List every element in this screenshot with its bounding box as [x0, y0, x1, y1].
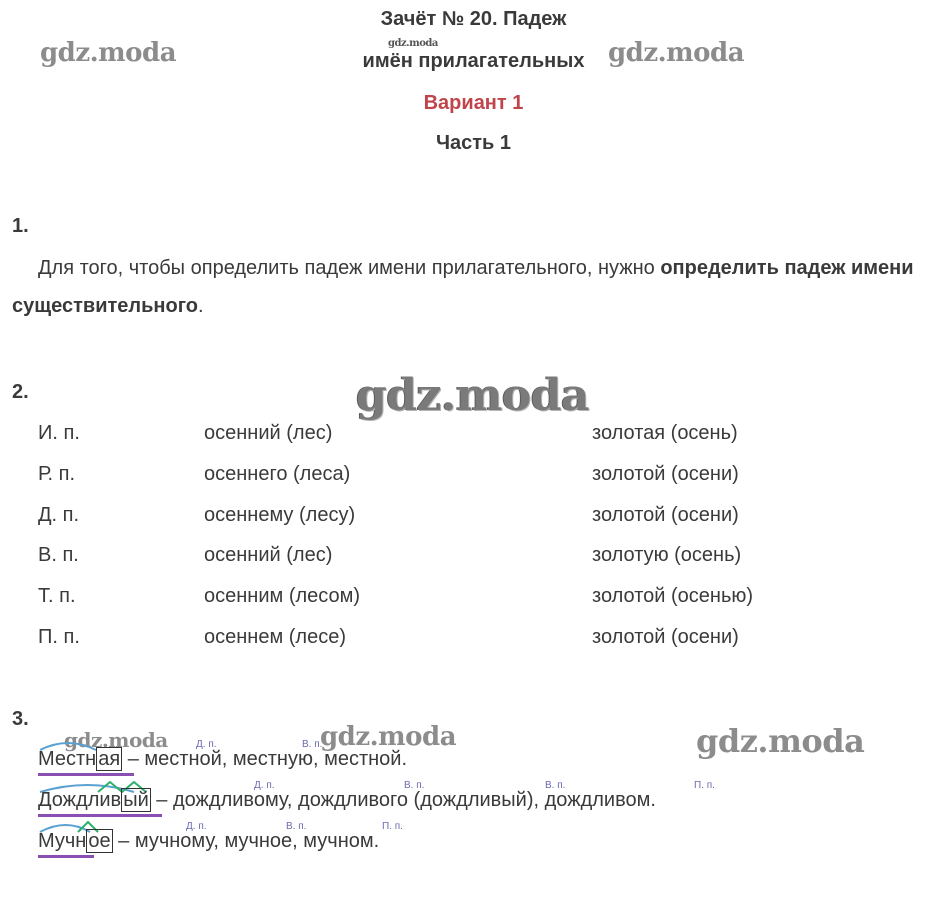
adjective-form: осенним (лесом)	[204, 585, 361, 607]
task1-number: 1.	[12, 215, 29, 237]
case-note: В. п.	[286, 821, 307, 832]
base-underline	[38, 773, 134, 776]
case-note: Д. п.	[196, 739, 217, 750]
watermark: gdz.moda	[696, 722, 865, 760]
title-line1: Зачёт № 20. Падеж	[380, 8, 567, 30]
case-label: П. п.	[38, 626, 80, 648]
task3-line	[38, 789, 656, 812]
adjective-form: золотой (осени)	[592, 626, 739, 648]
title-line2: имён прилагательных	[362, 50, 585, 72]
case-note: В. п.	[545, 780, 566, 791]
case-label: В. п.	[38, 544, 79, 566]
watermark: gdz.moda	[320, 722, 457, 752]
adjective-form: золотой (осени)	[592, 463, 739, 485]
adjective-form: золотой (осени)	[592, 504, 739, 526]
case-note: П. п.	[382, 821, 403, 832]
watermark: gdz.moda	[608, 38, 745, 68]
case-note: П. п.	[694, 780, 715, 791]
variant-label: Вариант 1	[423, 92, 524, 114]
case-label: И. п.	[38, 422, 80, 444]
word-stem: Дождлив	[38, 789, 122, 811]
case-note: Д. п.	[254, 780, 275, 791]
adjective-form: осеннего (леса)	[204, 463, 351, 485]
adjective-form: золотая (осень)	[592, 422, 738, 444]
base-underline	[38, 814, 162, 817]
watermark-small: gdz.moda	[388, 38, 438, 49]
case-note: Д. п.	[186, 821, 207, 832]
case-label: Д. п.	[38, 504, 80, 526]
task1-paragraph	[12, 249, 942, 325]
task3-number: 3.	[12, 708, 29, 730]
adjective-form: осенний (лес)	[204, 422, 333, 444]
watermark: gdz.moda	[64, 728, 168, 752]
task1-bold-text: определить падеж имени существительного	[12, 257, 914, 317]
adjective-form: золотой (осенью)	[592, 585, 754, 607]
word-forms: – дождливому, дождливого (дождливый), дождливом.	[150, 789, 656, 811]
case-label: Р. п.	[38, 463, 76, 485]
task1-text-end: .	[198, 295, 204, 317]
task3-line	[38, 748, 407, 771]
adjective-form: осенний (лес)	[204, 544, 333, 566]
adjective-form: осеннем (лесе)	[204, 626, 347, 648]
part-label: Часть 1	[435, 132, 512, 154]
word-ending: ое	[88, 830, 111, 852]
watermark-large: gdz.moda	[356, 370, 590, 421]
word-forms: – мучному, мучное, мучном.	[112, 830, 380, 852]
word-ending: ая	[98, 748, 121, 770]
adjective-form: осеннему (лесу)	[204, 504, 356, 526]
word-forms: – местной, местную, местной.	[122, 748, 408, 770]
word-ending: ый	[123, 789, 149, 811]
case-label: Т. п.	[38, 585, 76, 607]
case-note: В. п.	[302, 739, 323, 750]
task3-line	[38, 830, 379, 853]
watermark: gdz.moda	[40, 38, 177, 68]
case-note: В. п.	[404, 780, 425, 791]
task1-text: Для того, чтобы определить падеж имени прилагательного, нужно	[38, 257, 661, 279]
base-underline	[38, 855, 94, 858]
word-stem: Мучн	[38, 830, 87, 852]
word-stem: Местн	[38, 748, 97, 770]
adjective-form: золотую (осень)	[592, 544, 742, 566]
task2-number: 2.	[12, 381, 29, 403]
